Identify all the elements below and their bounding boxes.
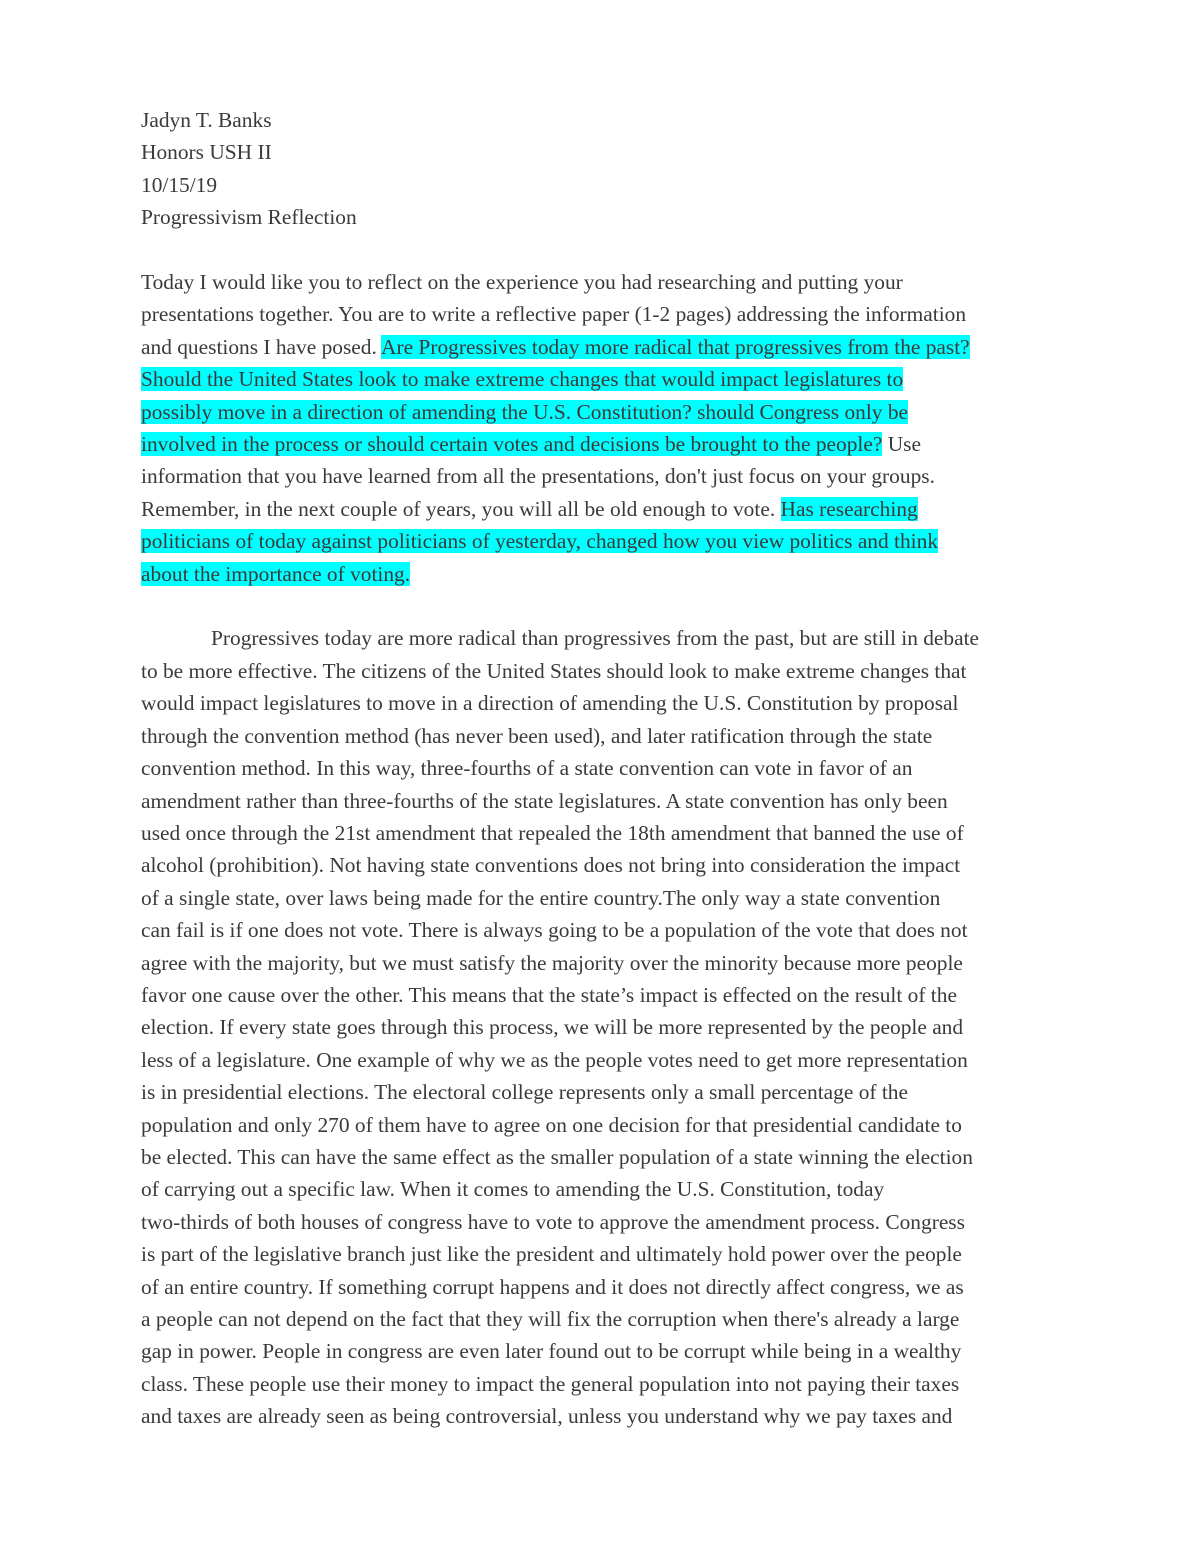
- essay-line: [141, 979, 1061, 1011]
- essay-text: class. These people use their money to impact the general population into not paying their taxes: [141, 1371, 960, 1396]
- essay-text: two-thirds of both houses of congress have to vote to approve the amendment process. Congress: [141, 1209, 965, 1234]
- essay-line: [141, 687, 1061, 719]
- prompt-line: [141, 266, 1061, 298]
- essay-line: [141, 1141, 1061, 1173]
- highlighted-question: involved in the process or should certain votes and decisions be brought to the people?: [141, 432, 883, 457]
- highlighted-question: politicians of today against politicians of yesterday, changed how you view politics and think: [141, 529, 939, 554]
- essay-text: agree with the majority, but we must satisfy the majority over the minority because more people: [141, 950, 963, 975]
- essay-text: election. If every state goes through this process, we will be more represented by the people and: [141, 1015, 964, 1040]
- essay-line: [141, 1400, 1061, 1432]
- assignment-prompt: [141, 266, 1061, 590]
- essay-line: [141, 1335, 1061, 1367]
- highlighted-question: Are Progressives today more radical that progressives from the past?: [381, 334, 970, 359]
- essay-line: [141, 1368, 1061, 1400]
- essay-text: less of a legislature. One example of why we as the people votes need to get more representation: [141, 1047, 968, 1072]
- prompt-line: [141, 493, 1061, 525]
- essay-text: of an entire country. If something corrupt happens and it does not directly affect congress, we as: [141, 1274, 964, 1299]
- highlighted-question: Should the United States look to make extreme changes that would impact legislatures to: [141, 367, 904, 392]
- essay-text: is in presidential elections. The electoral college represents only a small percentage of the: [141, 1080, 908, 1105]
- essay-line: [141, 914, 1061, 946]
- prompt-line: [141, 428, 1061, 460]
- prompt-line: [141, 396, 1061, 428]
- essay-text: can fail is if one does not vote. There is always going to be a population of the vote that does not: [141, 918, 968, 943]
- course-name: Honors USH II: [141, 140, 272, 165]
- essay-line: [141, 849, 1061, 881]
- essay-text: would impact legislatures to move in a direction of amending the U.S. Constitution by proposal: [141, 691, 959, 716]
- essay-text: favor one cause over the other. This means that the state’s impact is effected on the result of the: [141, 982, 957, 1007]
- essay-line: [141, 947, 1061, 979]
- highlighted-question: about the importance of voting.: [141, 561, 411, 586]
- essay-text: through the convention method (has never been used), and later ratification through the state: [141, 723, 933, 748]
- prompt-line: [141, 363, 1061, 395]
- prompt-line: [141, 558, 1061, 590]
- essay-line: [141, 817, 1061, 849]
- essay-line: [141, 882, 1061, 914]
- prompt-line: [141, 460, 1061, 492]
- essay-line: [141, 1303, 1061, 1335]
- prompt-line: [141, 331, 1061, 363]
- essay-line: [141, 655, 1061, 687]
- prompt-text: Today I would like you to reflect on the experience you had researching and putting your: [141, 270, 903, 295]
- essay-text: Progressives today are more radical than progressives from the past, but are still in debate: [211, 626, 980, 651]
- essay-paragraph: [141, 622, 1061, 1432]
- document-body: [141, 104, 1061, 1433]
- essay-text: alcohol (prohibition). Not having state conventions does not bring into consideration the impact: [141, 853, 961, 878]
- blank-line: [141, 234, 1061, 266]
- essay-text: convention method. In this way, three-fourths of a state convention can vote in favor of an: [141, 756, 913, 781]
- essay-text: is part of the legislative branch just like the president and ultimately hold power over the people: [141, 1242, 962, 1267]
- essay-line: [141, 1109, 1061, 1141]
- highlighted-question: Has researching: [780, 496, 918, 521]
- prompt-text: Use: [882, 432, 921, 457]
- prompt-text: Remember, in the next couple of years, you will all be old enough to vote.: [141, 496, 781, 521]
- prompt-text: presentations together. You are to write a reflective paper (1-2 pages) addressing the information: [141, 302, 967, 327]
- essay-text: used once through the 21st amendment that repealed the 18th amendment that banned the use of: [141, 820, 964, 845]
- student-name: Jadyn T. Banks: [141, 108, 272, 132]
- essay-text: and taxes are already seen as being controversial, unless you understand why we pay taxes and: [141, 1404, 953, 1429]
- essay-line: [141, 1076, 1061, 1108]
- essay-line: [141, 1271, 1061, 1303]
- essay-line: [141, 622, 1061, 654]
- essay-line: [141, 752, 1061, 784]
- essay-line: [141, 785, 1061, 817]
- prompt-line: [141, 298, 1061, 330]
- prompt-text: information that you have learned from all the presentations, don't just focus on your groups.: [141, 464, 935, 489]
- essay-text: a people can not depend on the fact that they will fix the corruption when there's already a large: [141, 1307, 960, 1331]
- essay-text: of carrying out a specific law. When it comes to amending the U.S. Constitution, today: [141, 1177, 885, 1202]
- blank-line: [141, 590, 1061, 622]
- essay-text: of a single state, over laws being made for the entire country.The only way a state convention: [141, 885, 941, 910]
- essay-text: to be more effective. The citizens of the United States should look to make extreme changes that: [141, 658, 967, 683]
- essay-line: [141, 1044, 1061, 1076]
- essay-text: population and only 270 of them have to agree on one decision for that presidential candidate to: [141, 1112, 962, 1137]
- essay-line: [141, 1011, 1061, 1043]
- essay-line: [141, 1173, 1061, 1205]
- prompt-text: and questions I have posed.: [141, 334, 382, 359]
- essay-text: gap in power. People in congress are even later found out to be corrupt while being in a wealthy: [141, 1339, 962, 1364]
- document-date: 10/15/19: [141, 172, 218, 197]
- essay-line: [141, 720, 1061, 752]
- essay-line: [141, 1238, 1061, 1270]
- essay-text: be elected. This can have the same effect as the smaller population of a state winning the election: [141, 1144, 973, 1169]
- essay-line: [141, 1206, 1061, 1238]
- highlighted-question: possibly move in a direction of amending the U.S. Constitution? should Congress only be: [141, 399, 909, 424]
- prompt-line: [141, 525, 1061, 557]
- document-title: Progressivism Reflection: [141, 205, 357, 230]
- essay-text: amendment rather than three-fourths of the state legislatures. A state convention has only been: [141, 788, 948, 813]
